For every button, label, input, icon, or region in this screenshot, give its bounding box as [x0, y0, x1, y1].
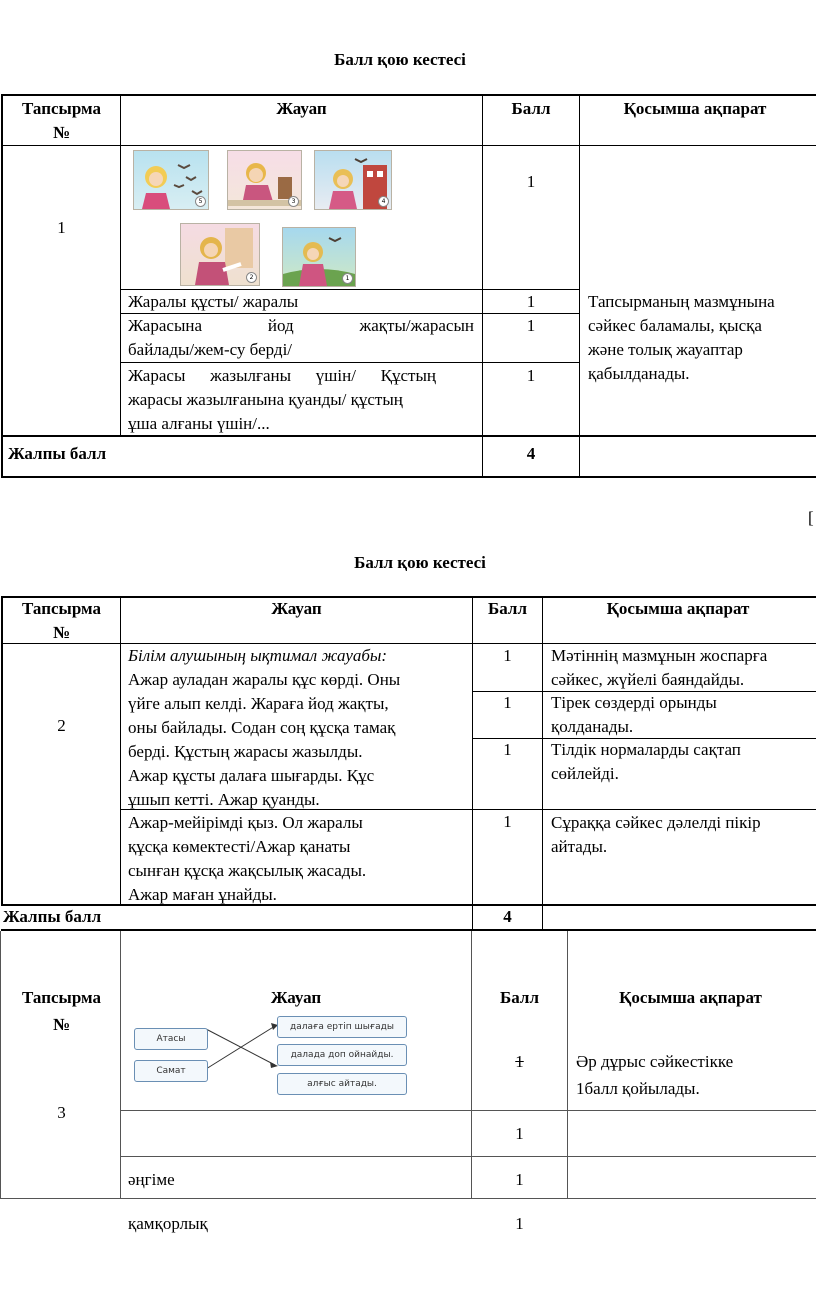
answer2-line-2: құсқа көмектесті/Ажар қанаты [128, 837, 351, 856]
header-task-no: № [52, 1015, 71, 1034]
picture-girl-with-bird-in-yard [314, 150, 392, 210]
row-3-answer: әңгіме [128, 1170, 175, 1189]
row-3-score: 1 [515, 1170, 524, 1189]
info-line-2: сәйкес баламалы, қысқа [588, 316, 762, 335]
header-task-no: № [52, 123, 71, 142]
info-line-1: Тапсырманың мазмұнына [588, 292, 775, 311]
header-info: Қосымша ақпарат [619, 988, 762, 1007]
task-number: 2 [57, 716, 66, 735]
row-1-score: 1 [515, 1052, 524, 1071]
answer-line-3: оны байлады. Содан соң құсқа тамақ [128, 718, 396, 737]
header-task-no: № [52, 623, 71, 642]
total-label: Жалпы балл [8, 444, 107, 463]
page-fragment: [ [808, 508, 814, 527]
header-info: Қосымша ақпарат [606, 599, 750, 618]
header-answer: Жауап [276, 99, 327, 118]
answer-row-3-line-2: жарасы жазылғанына қуанды/ құстың [128, 390, 403, 409]
score-item-1: 1 [503, 646, 512, 665]
answer-line-5: Ажар құсты далаға шығарды. Құс [128, 766, 375, 785]
match-right-1: далаға ертіп шығады [277, 1016, 407, 1038]
header-task: Тапсырма [22, 599, 101, 618]
answer-line-1: Ажар ауладан жаралы құс көрді. Оны [128, 670, 401, 689]
info-4-line-1: Сұраққа сәйкес дәлелді пікір [551, 813, 761, 832]
score-item-2: 1 [503, 693, 512, 712]
total-label: Жалпы балл [3, 907, 102, 926]
section2-title: Балл қою кестесі [354, 553, 486, 572]
header-task: Тапсырма [22, 988, 101, 1007]
info-2-line-2: қолданады. [551, 717, 634, 736]
score-item-4: 1 [503, 812, 512, 831]
score-row-1: 1 [526, 292, 536, 311]
total-score: 4 [526, 444, 536, 463]
answer-line-2: үйге алып келді. Жараға йод жақты, [128, 694, 389, 713]
info-1-line-1: Мәтіннің мазмұнын жоспарға [551, 646, 768, 665]
picture-number: 2 [246, 272, 257, 283]
header-score: Балл [500, 988, 539, 1007]
info-3-line-1: Тілдік нормаларды сақтап [551, 740, 741, 759]
picture-girl-helping-bird [227, 150, 302, 210]
row-2-score: 1 [515, 1124, 524, 1143]
image-row-score: 1 [526, 172, 536, 191]
answer-line-6: ұшып кетті. Ажар қуанды. [128, 790, 320, 809]
score-row-2: 1 [526, 316, 536, 335]
row-4-score: 1 [515, 1214, 524, 1233]
info-line-4: қабылданады. [588, 364, 690, 383]
header-score: Балл [511, 99, 551, 118]
picture-number: 4 [378, 196, 389, 207]
answer-row-3-line-1: Жарасы жазылғаны үшін/ Құстың [128, 366, 436, 385]
picture-girl-releasing-bird [282, 227, 356, 287]
match-left-1: Атасы [134, 1028, 208, 1050]
match-right-2: далада доп ойнайды. [277, 1044, 407, 1066]
match-right-3: алғыс айтады. [277, 1073, 407, 1095]
info-2-line-1: Тірек сөздерді орынды [551, 693, 717, 712]
info-4-line-2: айтады. [551, 837, 608, 856]
answer2-line-1: Ажар-мейірімді қыз. Ол жаралы [128, 813, 363, 832]
header-answer: Жауап [271, 599, 322, 618]
header-score: Балл [488, 599, 527, 618]
match-left-2: Самат [134, 1060, 208, 1082]
info-line-3: және толық жауаптар [588, 340, 743, 359]
answer-row-2-line-2: байлады/жем-су берді/ [128, 340, 293, 359]
answer-row-2-line-1: Жарасына йод жақты/жарасын [128, 316, 474, 335]
header-info: Қосымша ақпарат [623, 99, 767, 118]
header-task: Тапсырма [22, 99, 101, 118]
picture-number: 3 [288, 196, 299, 207]
answer-row-3-line-3: ұша алғаны үшін/... [128, 414, 270, 433]
info-line-2: 1балл қойылады. [576, 1079, 700, 1098]
picture-number: 1 [342, 273, 353, 284]
answer2-line-3: сынған құсқа жақсылық жасады. [128, 861, 367, 880]
task-number: 1 [57, 218, 66, 237]
score-item-3: 1 [503, 740, 512, 759]
row-4-answer: қамқорлық [128, 1214, 208, 1233]
picture-girl-watching-birds [133, 150, 209, 210]
section1-title: Балл қою кестесі [334, 50, 466, 69]
total-score: 4 [503, 907, 512, 926]
info-3-line-2: сөйлейді. [551, 764, 619, 783]
answer2-line-4: Ажар маған ұнайды. [128, 885, 277, 904]
info-1-line-2: сәйкес, жүйелі баяндайды. [551, 670, 745, 689]
answer-intro: Білім алушының ықтимал жауабы: [128, 646, 388, 665]
picture-girl-bandaging-bird [180, 223, 260, 286]
task-number: 3 [57, 1103, 66, 1122]
header-answer: Жауап [270, 988, 322, 1007]
score-row-3: 1 [526, 366, 536, 385]
picture-number: 5 [195, 196, 206, 207]
answer-line-4: берді. Құстың жарасы жазылды. [128, 742, 363, 761]
answer-row-1: Жаралы құсты/ жаралы [128, 292, 299, 311]
info-line-1: Әр дұрыс сәйкестікке [576, 1052, 734, 1071]
